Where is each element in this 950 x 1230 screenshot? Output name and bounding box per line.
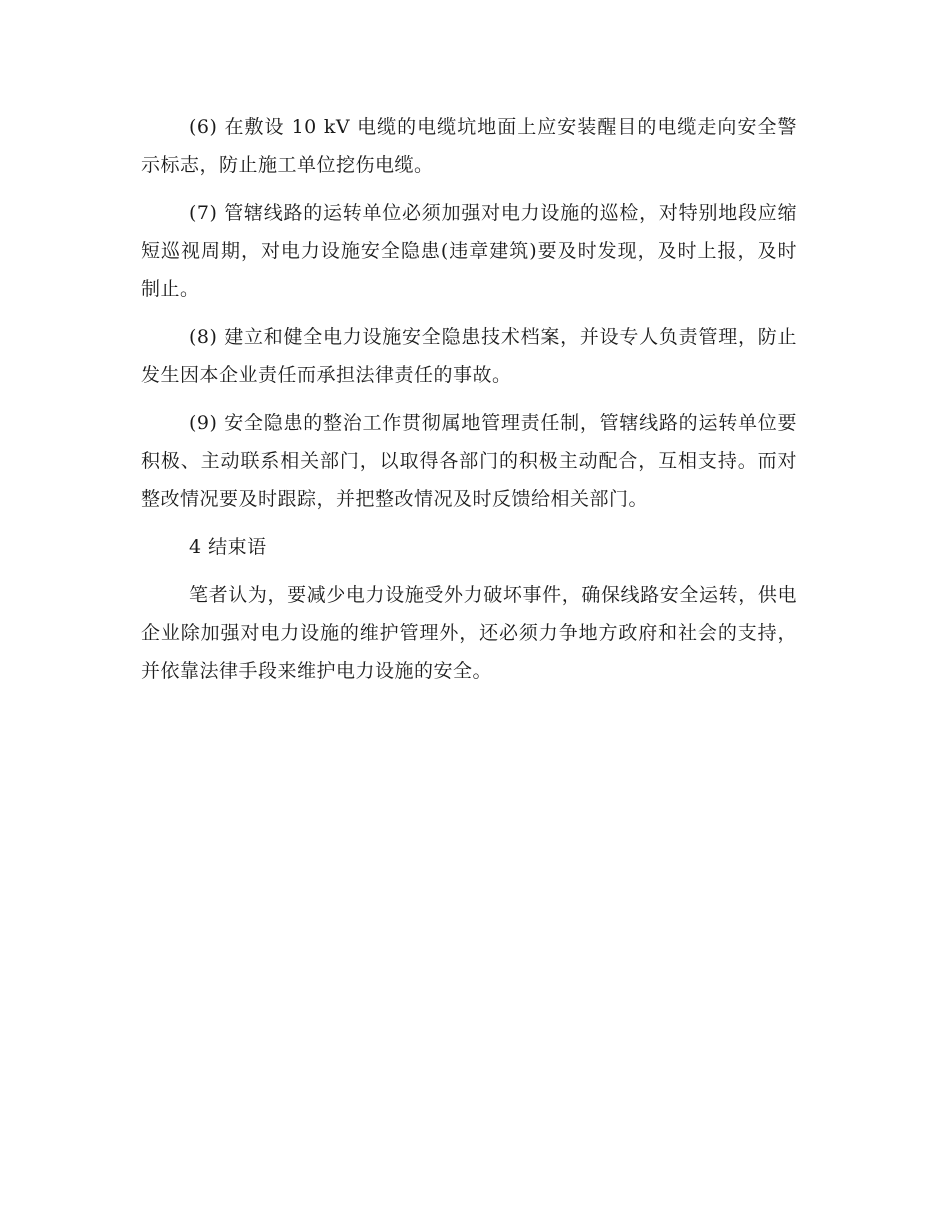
- paragraph-item-7: (7) 管辖线路的运转单位必须加强对电力设施的巡检，对特别地段应缩短巡视周期，对电力设施安全隐患(违章建筑)要及时发现，及时上报，及时制止。: [141, 202, 797, 300]
- paragraph-item-9: (9) 安全隐患的整治工作贯彻属地管理责任制，管辖线路的运转单位要积极、主动联系相关部门，以取得各部门的积极主动配合，互相支持。而对整改情况要及时跟踪，并把整改情况及时反馈给相关部门。: [141, 412, 797, 510]
- conclusion-paragraph: 笔者认为，要减少电力设施受外力破坏事件，确保线路安全运转，供电企业除加强对电力设施的维护管理外，还必须力争地方政府和社会的支持，并依靠法律手段来维护电力设施的安全。: [141, 584, 797, 682]
- paragraph-item-6: (6) 在敷设 10 kV 电缆的电缆坑地面上应安装醒目的电缆走向安全警示标志，防止施工单位挖伤电缆。: [141, 116, 797, 176]
- paragraph-item-8: (8) 建立和健全电力设施安全隐患技术档案，并设专人负责管理，防止发生因本企业责任而承担法律责任的事故。: [141, 326, 797, 386]
- document-body: [141, 108, 797, 700]
- section-heading-conclusion: 4 结束语: [189, 536, 267, 558]
